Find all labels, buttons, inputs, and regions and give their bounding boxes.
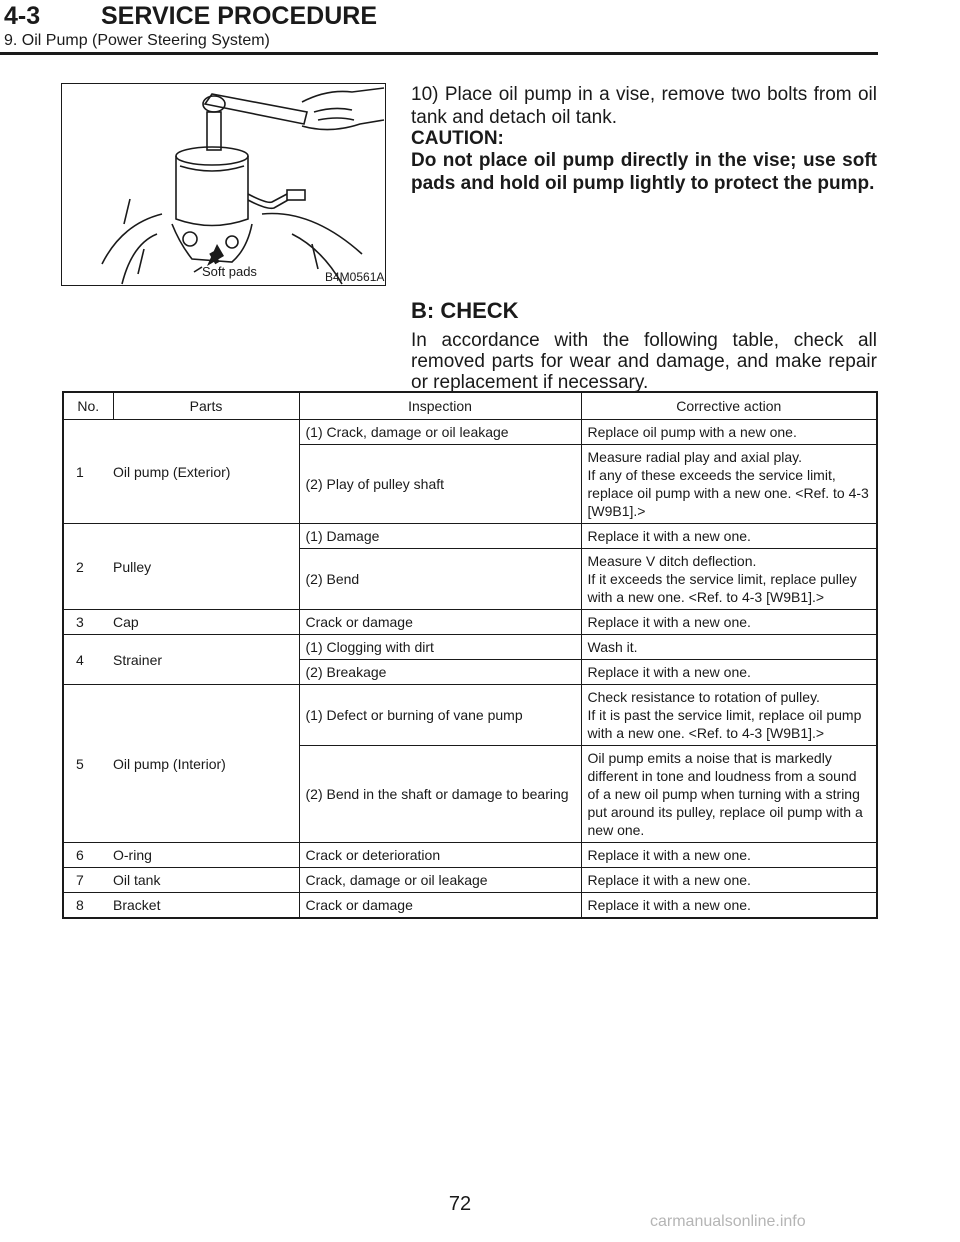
cell-no: 7 [63, 868, 113, 893]
header-rule [0, 52, 878, 55]
cell-inspection: Crack or deterioration [299, 843, 581, 868]
header-inspection: Inspection [299, 392, 581, 420]
cell-inspection: (1) Clogging with dirt [299, 635, 581, 660]
section-number: 4-3 [4, 2, 41, 30]
header-parts: Parts [113, 392, 299, 420]
cell-inspection: Crack or damage [299, 610, 581, 635]
header-corrective-action: Corrective action [581, 392, 877, 420]
wrench-and-pump-drawing [62, 84, 386, 286]
cell-part: Oil tank [113, 868, 299, 893]
inspection-table [62, 391, 878, 919]
figure-code: B4M0561A [325, 270, 385, 284]
cell-no: 4 [63, 635, 113, 685]
oil-pump-vise-illustration [61, 83, 386, 286]
cell-corrective-action: Replace it with a new one. [581, 868, 877, 893]
table-row [63, 843, 877, 868]
cell-inspection: (1) Damage [299, 524, 581, 549]
cell-corrective-action: Measure radial play and axial play. If any of these exceeds the service limit, replace oil pump with a new one. <Ref. to 4-3 [W9B1].> [581, 445, 877, 524]
table-row [63, 524, 877, 549]
cell-inspection: (2) Play of pulley shaft [299, 445, 581, 524]
cell-corrective-action: Wash it. [581, 635, 877, 660]
cell-part: Strainer [113, 635, 299, 685]
cell-no: 6 [63, 843, 113, 868]
cell-corrective-action: Replace it with a new one. [581, 893, 877, 919]
cell-part: Cap [113, 610, 299, 635]
page-number: 72 [448, 1193, 472, 1215]
cell-inspection: (1) Defect or burning of vane pump [299, 685, 581, 746]
cell-part: Oil pump (Exterior) [113, 420, 299, 524]
cell-corrective-action: Measure V ditch deflection. If it exceeds the service limit, replace pulley with a new one. <Ref. to 4-3 [W9B1].> [581, 549, 877, 610]
table-row [63, 420, 877, 445]
header-no: No. [63, 392, 113, 420]
cell-corrective-action: Replace it with a new one. [581, 610, 877, 635]
cell-inspection: (2) Bend in the shaft or damage to bearing [299, 746, 581, 843]
cell-inspection: Crack, damage or oil leakage [299, 868, 581, 893]
table-row [63, 685, 877, 746]
cell-no: 1 [63, 420, 113, 524]
table-row [63, 635, 877, 660]
section-title: SERVICE PROCEDURE [101, 2, 377, 30]
cell-no: 3 [63, 610, 113, 635]
cell-part: Oil pump (Interior) [113, 685, 299, 843]
cell-inspection: (1) Crack, damage or oil leakage [299, 420, 581, 445]
cell-inspection: (2) Breakage [299, 660, 581, 685]
cell-corrective-action: Check resistance to rotation of pulley. If it is past the service limit, replace oil pump with a new one. <Ref. to 4-3 [W9B1].> [581, 685, 877, 746]
cell-part: Pulley [113, 524, 299, 610]
cell-no: 2 [63, 524, 113, 610]
table-row [63, 610, 877, 635]
figure-callout-label: Soft pads [202, 264, 257, 279]
cell-inspection: Crack or damage [299, 893, 581, 919]
cell-part: Bracket [113, 893, 299, 919]
table-header-row [63, 392, 877, 420]
cell-corrective-action: Replace it with a new one. [581, 843, 877, 868]
caution-heading: CAUTION: [411, 128, 504, 149]
step-10-text: 10) Place oil pump in a vise, remove two bolts from oil tank and detach oil tank. [411, 84, 877, 128]
cell-no: 5 [63, 685, 113, 843]
cell-corrective-action: Replace oil pump with a new one. [581, 420, 877, 445]
cell-inspection: (2) Bend [299, 549, 581, 610]
table-row [63, 893, 877, 919]
table-body [63, 420, 877, 919]
caution-text: Do not place oil pump directly in the vise; use soft pads and hold oil pump lightly to protect the pump. [411, 150, 877, 194]
cell-corrective-action: Oil pump emits a noise that is markedly different in tone and loudness from a sound of a new oil pump when turning with a string put around its pulley, replace oil pump with a new one. [581, 746, 877, 843]
check-section-intro: In accordance with the following table, check all removed parts for wear and damage, and make repair or replacement if necessary. [411, 330, 877, 393]
cell-no: 8 [63, 893, 113, 919]
cell-part: O-ring [113, 843, 299, 868]
table-row [63, 868, 877, 893]
section-subtitle: 9. Oil Pump (Power Steering System) [4, 32, 270, 49]
watermark: carmanualsonline.info [650, 1213, 806, 1230]
cell-corrective-action: Replace it with a new one. [581, 524, 877, 549]
cell-corrective-action: Replace it with a new one. [581, 660, 877, 685]
check-section-title: B: CHECK [411, 298, 519, 323]
